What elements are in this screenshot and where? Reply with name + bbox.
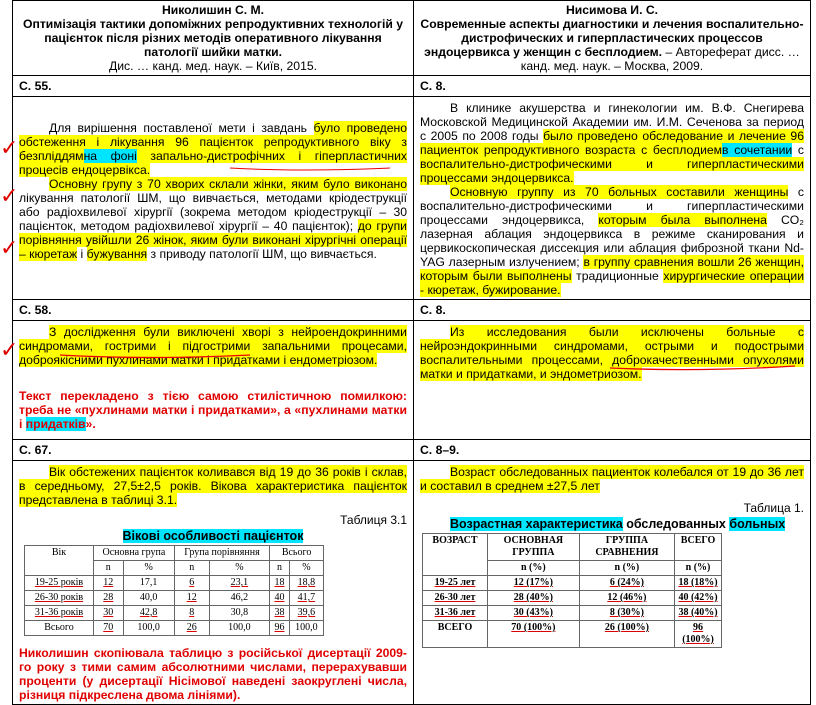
checkmark-icon: ✓: [0, 236, 19, 261]
left-th-n: n: [270, 561, 290, 576]
right-th-sub: n (%): [488, 561, 580, 576]
left-author: Николишин С. М.: [161, 3, 265, 17]
right-th-group: ВСЕГО: [675, 534, 722, 561]
right-title: Современные аспекты диагностики и лечения воспалительно-дистрофических и гиперпластических процессов эндоцервикса у женщин с бесплодием.: [420, 17, 804, 59]
left-meta: Дис. … канд. мед. наук. – Київ, 2015.: [108, 59, 318, 73]
table-row: 31-36 років 30 42,8 8 30,8 38 39,6: [25, 606, 324, 621]
right-meta: – Автореферат дисс. … канд. мед. наук. – Москва, 2009.: [520, 45, 800, 73]
right-th-sub: n (%): [675, 561, 722, 576]
left-sec3-note: Николишин скопіювала таблицю з російської дисертації 2009-го року з тими самим абсолютними числами, перерахувавши проценти (у дисертації Нісімової наведені заокруглені числа, різниця підкреслена двома лініями).: [19, 646, 407, 702]
left-sec2-note: Текст перекладено з тією самою стилістичною помилкою: треба не «пухлинами матки і придатками», а «пухлинами матки і придатків».: [19, 389, 407, 431]
table-row: 19-25 років 12 17,1 6 23,1 18 18,8: [25, 576, 324, 591]
right-th-group: ГРУППА СРАВНЕНИЯ: [579, 534, 674, 561]
left-th-group: Основна група: [94, 546, 175, 561]
table-row: 31-36 лет 30 (43%) 8 (30%) 38 (40%): [423, 606, 722, 621]
left-sec2-p: З дослідження були виключені хворі з нейроендокринними синдромами, гострими і підгострими запальними процесами, доброякісними пухлинами матки і придатками і ендометріозом.: [19, 325, 407, 367]
left-table-title: Вікові особливості пацієнток: [122, 529, 304, 543]
left-title: Оптимізація тактики допоміжних репродуктивних технологій у пацієнток після різних методів оперативного лікування патології шийки матки.: [23, 17, 403, 59]
checkmark-icon: ✓: [0, 184, 19, 209]
left-th-group: Всього: [270, 546, 324, 561]
right-sec1-p2: Основную группу из 70 больных составили женщины с воспалительно-дистрофическими и гиперпластическими процессами эндоцервикса, которым была выполнена CO₂ лазерная аблация эндоцервикса в режиме сканирования и цервикоскопическая диссекция или аблация фиброзной ткани Nd-YAG лазерным излучением; в группу сравнения вошли 26 женщин, которым были выполнены традиционные хирургические операции - кюретаж, бужирование.: [420, 185, 804, 297]
right-sec2-p: Из исследования были исключены больные с нейроэндокринными синдромами, острыми и подострыми воспалительными процессами, доброкачественными опухолями матки и придатками, и эндометриозом.: [420, 325, 804, 381]
checkmark-icon: ✓: [0, 338, 19, 363]
right-sec2-page: С. 8.: [414, 300, 811, 321]
left-th-n: n: [174, 561, 209, 576]
left-table-caption: Таблиця 3.1: [340, 513, 407, 527]
left-sec2-page: С. 58.: [13, 300, 414, 321]
left-th-pct: %: [289, 561, 323, 576]
left-th-pct: %: [209, 561, 270, 576]
right-table-caption: Таблица 1.: [743, 501, 804, 515]
right-sec1-p1: В клинике акушерства и гинекологии им. В.Ф. Снегирева Московской Медицинской Академии им. И.М. Сеченова за период с 2005 по 2008 годы было проведено обследование и лечение 96 пациенток репродуктивного возраста с бесплодиемв сочетании с воспалительно-дистрофическими и гиперпластическими процессами эндоцервикса.: [420, 101, 804, 185]
left-th-age: Вік: [25, 546, 94, 576]
left-th-pct: %: [123, 561, 174, 576]
left-sec1-p1: Для вирішення поставленої мети і завдань було проведено обстеження і лікування 96 пацієнток репродуктивного віку з безпліддямна фоні запально-дистрофічних і гіперпластичних процесів ендоцервікса.: [19, 121, 407, 177]
table-row: 26-30 лет 28 (40%) 12 (46%) 40 (42%): [423, 591, 722, 606]
left-sec3-p: Вік обстежених пацієнток коливався від 19 до 36 років і склав, в середньому, 27,5±2,5 років. Вікова характеристика пацієнток представлена в таблиці 3.1.: [19, 465, 407, 507]
table-row: 19-25 лет 12 (17%) 6 (24%) 18 (18%): [423, 576, 722, 591]
left-sec1-p2: Основну групу з 70 хворих склали жінки, яким було виконано лікування патології ШМ, що вивчається, методами кріодеструкції або радіохвилевої хірургії (зокрема методом кріодеструкції – 30 пацієнток, методом радіохвилевої хірургії – 40 пацієнток); до групи порівняння увійшли 26 жінок, яким були виконані хірургічні операції – кюретаж і бужування з приводу патології ШМ, що вивчається.: [19, 177, 407, 261]
right-author: Нисимова И. С.: [565, 3, 659, 17]
table-row: 26-30 років 28 40,0 12 46,2 40 41,7: [25, 591, 324, 606]
right-sec3-page: С. 8–9.: [414, 440, 811, 461]
right-table-title: Возрастная характеристика обследованных больных: [450, 517, 786, 531]
left-sec1-page: С. 55.: [13, 76, 414, 97]
right-th-age: ВОЗРАСТ: [423, 534, 488, 576]
left-th-n: n: [94, 561, 124, 576]
checkmark-icon: ✓: [0, 136, 19, 161]
table-row: ВСЕГО 70 (100%) 26 (100%) 96 (100%): [423, 621, 722, 648]
left-th-group: Група порівняння: [174, 546, 269, 561]
right-sec1-page: С. 8.: [414, 76, 811, 97]
right-th-sub: n (%): [579, 561, 674, 576]
right-sec3-p: Возраст обследованных пациенток колебался от 19 до 36 лет и составил в среднем ±27,5 лет: [420, 465, 804, 493]
left-sec3-page: С. 67.: [13, 440, 414, 461]
right-th-group: ОСНОВНАЯ ГРУППА: [488, 534, 580, 561]
table-row: Всього 70 100,0 26 100,0 96 100,0: [25, 621, 324, 636]
